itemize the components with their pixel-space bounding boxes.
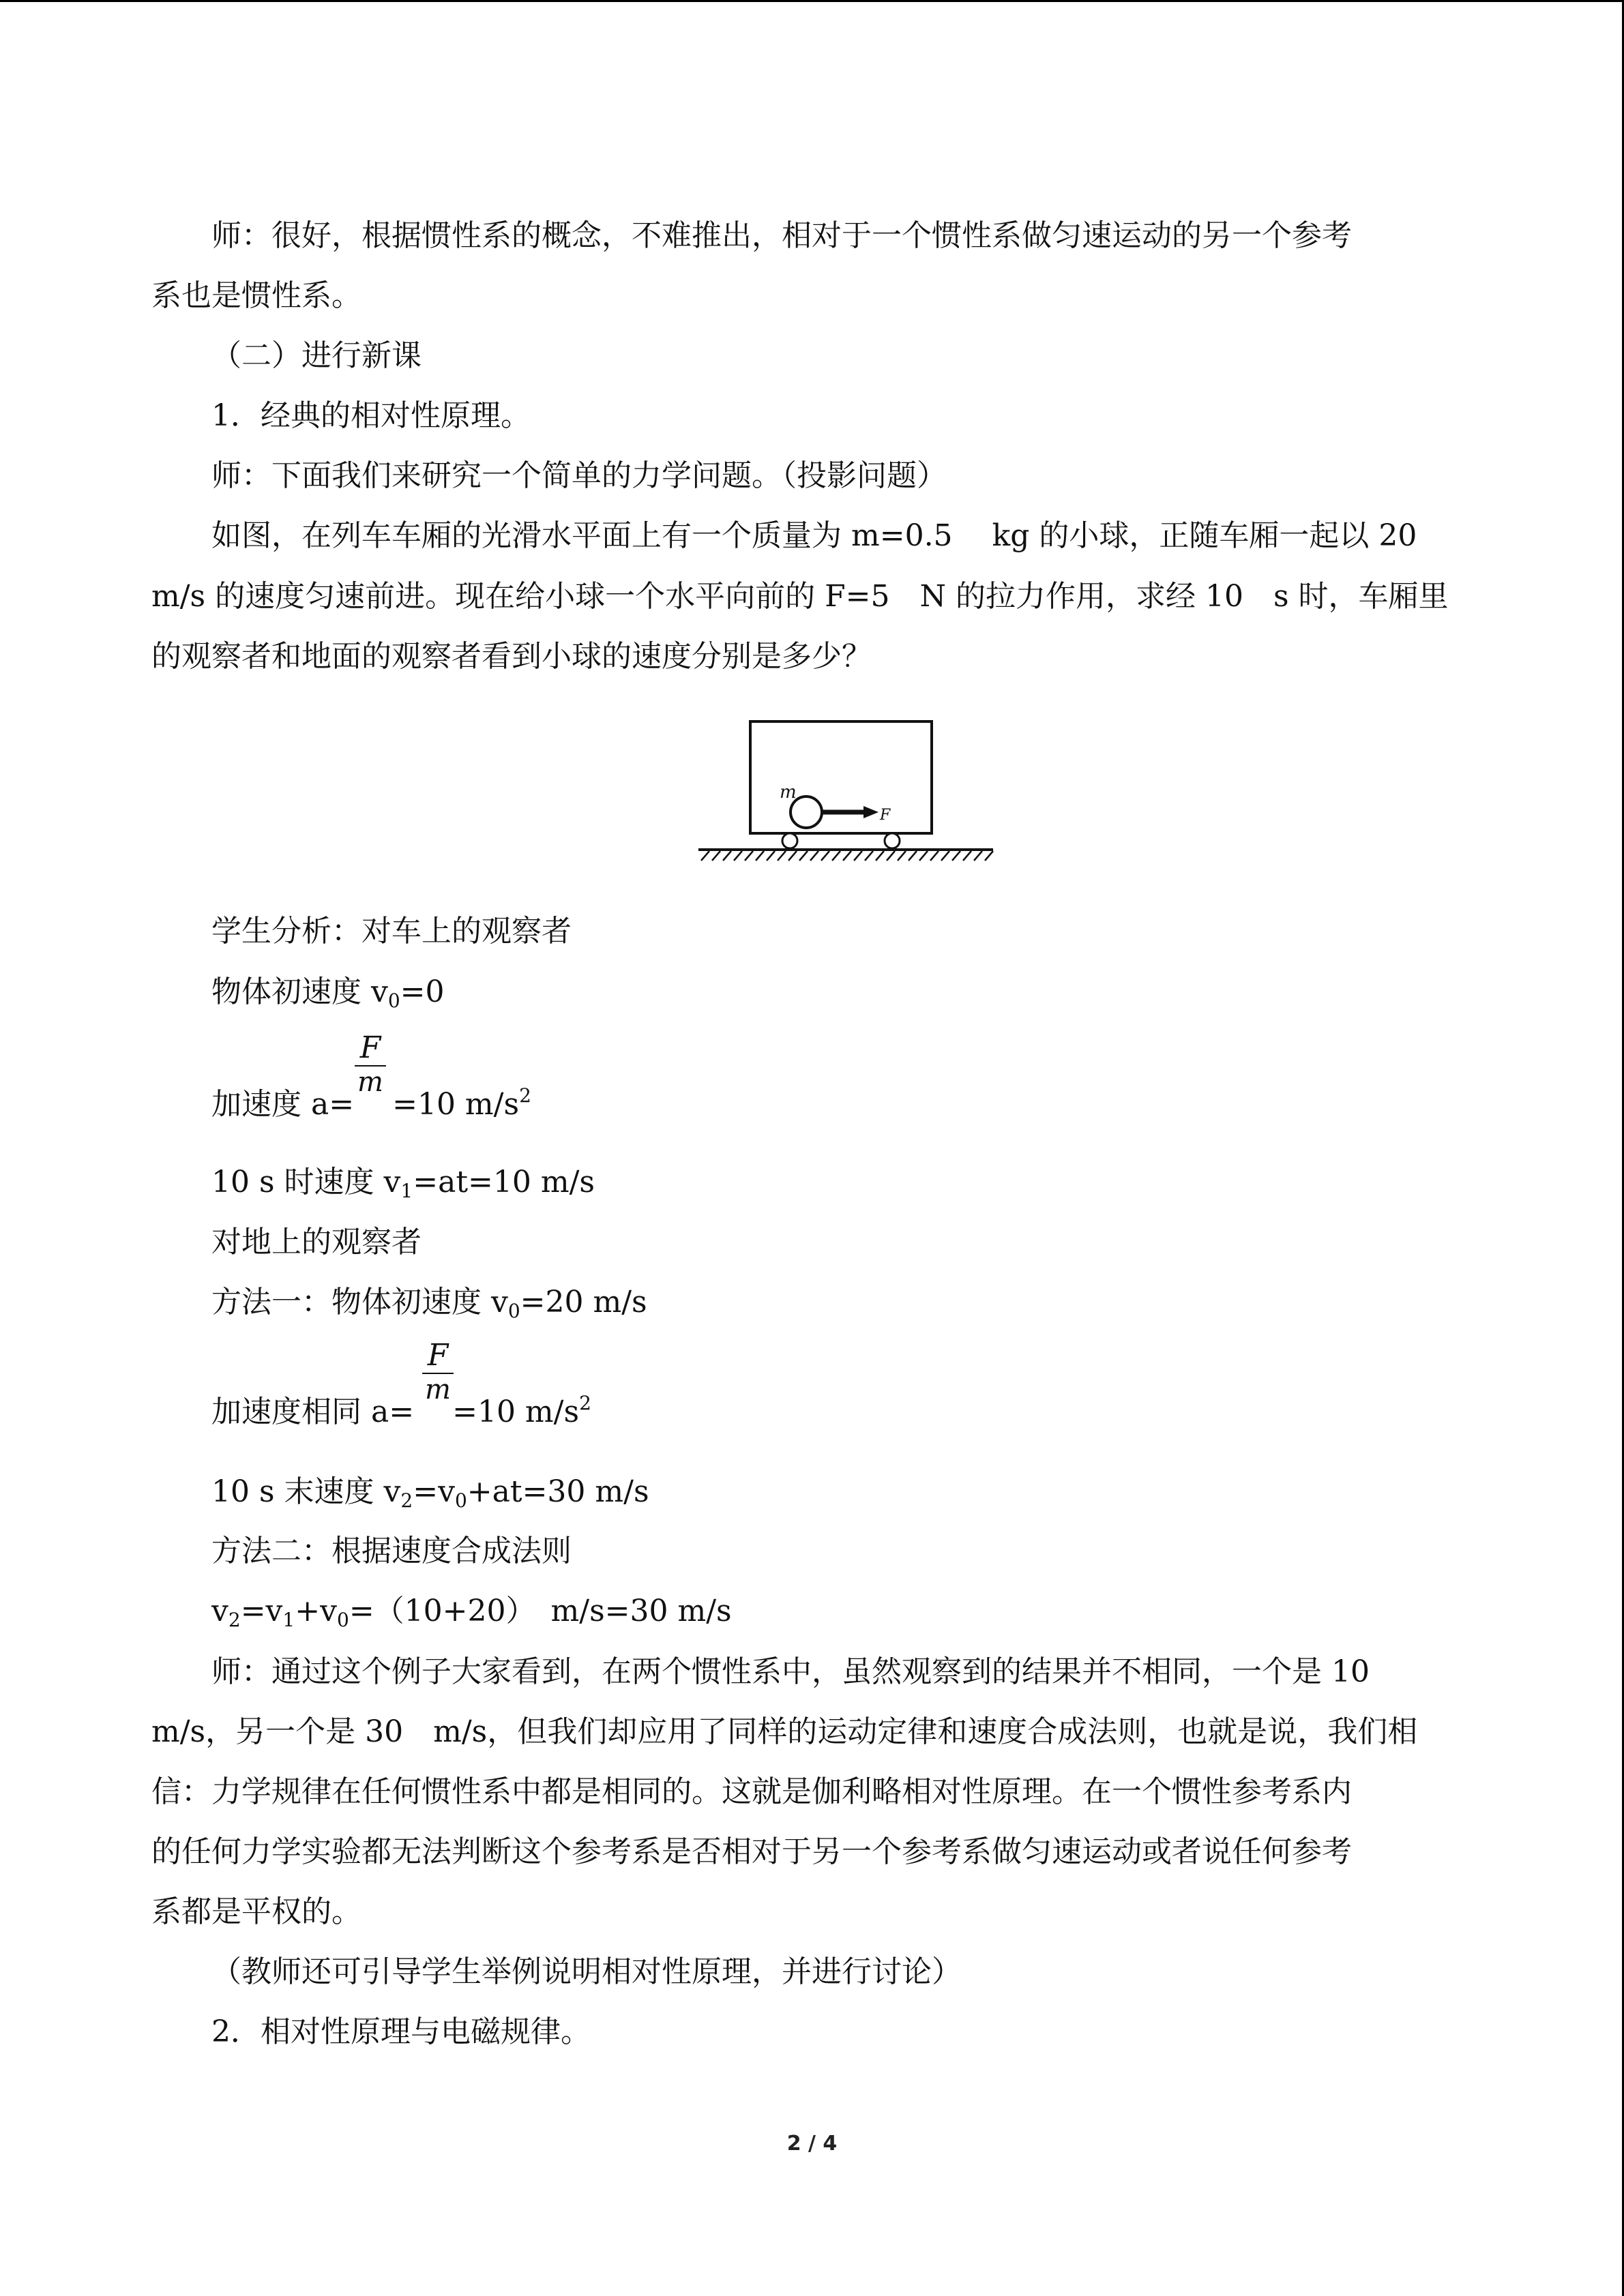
paragraph-line: 系也是惯性系。 — [151, 278, 361, 313]
formula-line: 10 s 末速度 $v_2=v_0+at=30$ m/s — [211, 1474, 649, 1512]
method-heading: 方法二：根据速度合成法则 — [211, 1534, 572, 1568]
mass-label: m — [780, 782, 797, 803]
formula-line: 加速度 a= =10 $m/s^2$ — [211, 1084, 531, 1122]
formula-line: $v_2=v_1+v_0=(10+20)$ m/s=30 m/s — [211, 1594, 732, 1631]
problem-line: m/s 的速度匀速前进。现在给小球一个水平向前的 F=5 N 的拉力作用，求经 10 s 时，车厢里 — [151, 579, 1449, 614]
formula-line: 10 s 时速度 $v_1=at=10$ m/s — [211, 1165, 595, 1202]
problem-line: 的观察者和地面的观察者看到小球的速度分别是多少？ — [151, 639, 872, 674]
item-heading: 2．相对性原理与电磁规律。 — [211, 2014, 591, 2049]
car-body — [750, 721, 932, 833]
formula-line: 加速度相同 a= =10 $m/s^2$ — [211, 1392, 591, 1429]
wheel-right — [885, 833, 900, 848]
fraction-f-over-m: $\frac{F}{m}$ — [422, 1339, 454, 1405]
conclusion-line: 的任何力学实验都无法判断这个参考系是否相对于另一个参考系做匀速运动或者说任何参考 — [151, 1834, 1352, 1869]
conclusion-line: 信：力学规律在任何惯性系中都是相同的。这就是伽利略相对性原理。在一个惯性参考系内 — [151, 1774, 1352, 1809]
section-heading: （二）进行新课 — [211, 338, 422, 373]
force-label: F — [880, 807, 891, 824]
formula-line: 物体初速度 $v_0=0$ — [211, 974, 445, 1012]
analysis-heading: 学生分析：对车上的观察者 — [211, 914, 572, 949]
train-car-figure — [696, 716, 996, 873]
force-arrow-head — [863, 806, 879, 818]
teacher-note: （教师还可引导学生举例说明相对性原理，并进行讨论） — [211, 1954, 962, 1989]
paragraph-line: 师：很好，根据惯性系的概念，不难推出，相对于一个惯性系做匀速运动的另一个参考 — [211, 218, 1352, 253]
formula-line: 方法一：物体初速度 $v_0=20$ m/s — [211, 1285, 647, 1322]
problem-line: 如图，在列车车厢的光滑水平面上有一个质量为 m=0.5 kg 的小球，正随车厢一起以 20 — [211, 518, 1417, 553]
teacher-intro: 师：下面我们来研究一个简单的力学问题。（投影问题） — [211, 458, 947, 493]
wheel-left — [782, 833, 797, 848]
ground-heading: 对地上的观察者 — [211, 1225, 422, 1259]
ground-hatch — [701, 851, 993, 861]
conclusion-line: m/s，另一个是 30 m/s，但我们却应用了同样的运动定律和速度合成法则，也就是说，我们相 — [151, 1714, 1418, 1749]
conclusion-line: 系都是平权的。 — [151, 1894, 361, 1929]
conclusion-line: 师：通过这个例子大家看到，在两个惯性系中，虽然观察到的结果并不相同，一个是 10 — [211, 1654, 1370, 1689]
fraction-f-over-m: $\frac{F}{m}$ — [355, 1031, 386, 1098]
item-heading: 1．经典的相对性原理。 — [211, 398, 531, 433]
page-number: 2 / 4 — [786, 2132, 838, 2156]
